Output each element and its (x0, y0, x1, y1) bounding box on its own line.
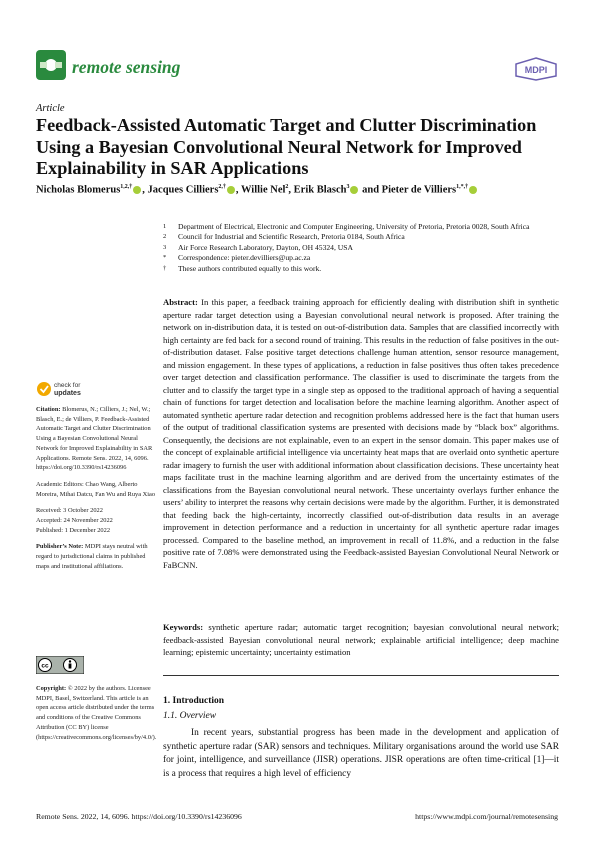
academic-editors: Academic Editors: Chao Wang, Alberto Moreira, Mihai Datcu, Fan Wu and Ruya Xiao (36, 480, 156, 498)
orcid-icon[interactable] (469, 186, 477, 194)
author-name: Willie Nel (240, 184, 286, 196)
abstract-text: In this paper, a feedback training approach for efficiently dealing with distribution shift in synthetic aperture radar target detection using a Bayesian convolutional neural network is proposed. After training the network on in-distribution data, it is tested on out-of-distribution data. Samples that are classified incorrectly with high certainty are fed back for a second round of training. This results in the reduction of false positives in the out-of-distribution dataset. False positive target detections challenge human attention, sensor resource management, and mission engagement. In these types of applications, a reduction in false positives thus often takes precedence over target detection and classification performance. The classifier is used to discriminate the targets from the clutter and to classify the target type in a single step as opposed to the traditional approach of having a sequential chain of functions for target detection and localisation before the machine learning algorithm. Another aspect of automated synthetic aperture radar detection and recognition problems addressed here is the fact that human users of the output of traditional classification systems are presented with decisions made by “black box” algorithms. Consequently, the decisions are not explainable, even to an expert in the sensor domain. This paper makes use of the concept of explainable artificial intelligence via uncertainty heat maps that are overlaid onto synthetic aperture radar imagery to furnish the user with additional information about classification decisions. These uncertainty heat maps facilitate trust in the machine learning algorithm and are derived from the uncertainty estimates of the classifications from the Bayesian convolutional neural network. These uncertainty overlays further enhance the users’ ability to interpret the reasons why certain decisions were made by the algorithm. Further, it is demonstrated that feeding back the high-certainty, incorrectly classified out-of-distribution data results in an average improvement in detection performance and a reduction in uncertainty for all synthetic aperture radar images processed. Compared to the baseline method, an improvement in recall of 11.8%, and a reduction in the false positive rate of 7.08% were demonstrated using the Feedback-assisted Bayesian Convolutional Neural Network or FaBCNN. (163, 297, 559, 570)
author-sup: 2,† (218, 184, 226, 190)
author-list: Nicholas Blomerus$^{1,2,\dagger}$ , Jacques Cilliers$^{2,\dagger}$ , Willie Nel$^2$, Erik Blasch$^3$ and Pieter de Villiers$^{1,*,\dagger}$ (36, 184, 566, 196)
copyright: Copyright: © 2022 by the authors. Licensee MDPI, Basel, Switzerland. This article is an open access article distributed under the terms and conditions of the Creative Commons Attribution (CC BY) license (https://creativecommons.org/licenses/by/4.0/). (36, 685, 157, 741)
author-name: Nicholas Blomerus (36, 184, 121, 196)
section-heading: 1. Introduction (163, 696, 225, 706)
subsection-heading: 1.1. Overview (163, 711, 217, 721)
abstract (163, 296, 559, 571)
intro-paragraph: In recent years, substantial progress has been made in the development and application of synthetic aperture radar (SAR) sensors and techniques. Military organisations around the world use SAR for joint, intelligence, and surveillance (JISR) operations. JISR operations are often time-critical [1]—it is a process that requires a high level of efficiency (163, 728, 559, 779)
keywords (163, 621, 559, 659)
cc-by-license-icon[interactable] (36, 656, 84, 674)
affiliation-item: 2 Council for Industrial and Scientific Research, Pretoria 0184, South Africa (163, 232, 405, 242)
author-name: Pieter de Villiers (381, 184, 457, 196)
citation: Citation: Blomerus, N.; Cilliers, J.; Nel, W.; Blasch, E.; de Villiers, P. Feedback-Assisted Automatic Target and Clutter Discrimination Using a Bayesian Convolutional Neural Network for Improved Explainability in SAR Applications. Remote Sens. 2022, 14, 6096. https://doi.org/10.3390/rs14236096 (36, 406, 153, 472)
article-type: Article (36, 103, 65, 114)
author-sup: 3 (346, 184, 350, 190)
affiliations (163, 222, 563, 274)
affiliation-item: 1 Department of Electrical, Electronic and Computer Engineering, University of Pretoria, Pretoria 0028, South Africa (163, 222, 530, 231)
orcid-icon[interactable] (227, 186, 235, 194)
keywords-text: synthetic aperture radar; automatic target recognition; bayesian convolutional neural network; feedback-assisted Bayesian convolutional neural network; explainable artificial intelligence; deep machine learning; epistemic uncertainty; uncertainty estimation (163, 622, 559, 657)
affiliation-item: † These authors contributed equally to this work. (163, 263, 322, 273)
svg-text:updates: updates (54, 390, 81, 397)
affiliation-item: 3 Air Force Research Laboratory, Dayton, OH 45324, USA (163, 242, 353, 252)
dates: Received: 3 October 2022 Accepted: 24 November 2022 Published: 1 December 2022 (36, 507, 113, 534)
abstract-label: Abstract: (163, 297, 198, 307)
author-name: Jacques Cilliers (147, 184, 219, 196)
journal-logo-icon (36, 50, 66, 80)
orcid-icon[interactable] (350, 186, 358, 194)
svg-text:cc: cc (41, 662, 49, 670)
mdpi-logo-text: MDPI (524, 65, 548, 75)
footer-citation[interactable]: Remote Sens. 2022, 14, 6096. https://doi.org/10.3390/rs14236096 (36, 812, 242, 821)
keywords-label: Keywords: (163, 622, 204, 632)
orcid-icon[interactable] (133, 186, 141, 194)
page-footer (36, 812, 558, 821)
author-sup: 1,2,† (120, 184, 133, 190)
affiliation-item: * Correspondence: pieter.devilliers@up.ac.za (163, 253, 311, 263)
section-divider (163, 675, 559, 676)
paper-title: Feedback-Assisted Automatic Target and Clutter Discrimination Using a Bayesian Convolutional Neural Network for Improved Explainability in SAR Applications (36, 115, 537, 178)
sidebar (36, 405, 158, 579)
check-for-updates-icon[interactable] (36, 378, 86, 400)
author-name: Erik Blasch (293, 184, 347, 196)
author-sup: 1,*,† (456, 184, 469, 190)
mdpi-logo-icon[interactable] (514, 57, 558, 81)
author-sup: 2 (285, 184, 289, 190)
footer-journal-url[interactable]: https://www.mdpi.com/journal/remotesensing (415, 812, 558, 821)
journal-name[interactable]: remote sensing (72, 57, 181, 77)
publisher-note: Publisher’s Note: MDPI stays neutral with regard to jurisdictional claims in published maps and institutional affiliations. (36, 543, 148, 570)
svg-text:check for: check for (54, 382, 81, 389)
